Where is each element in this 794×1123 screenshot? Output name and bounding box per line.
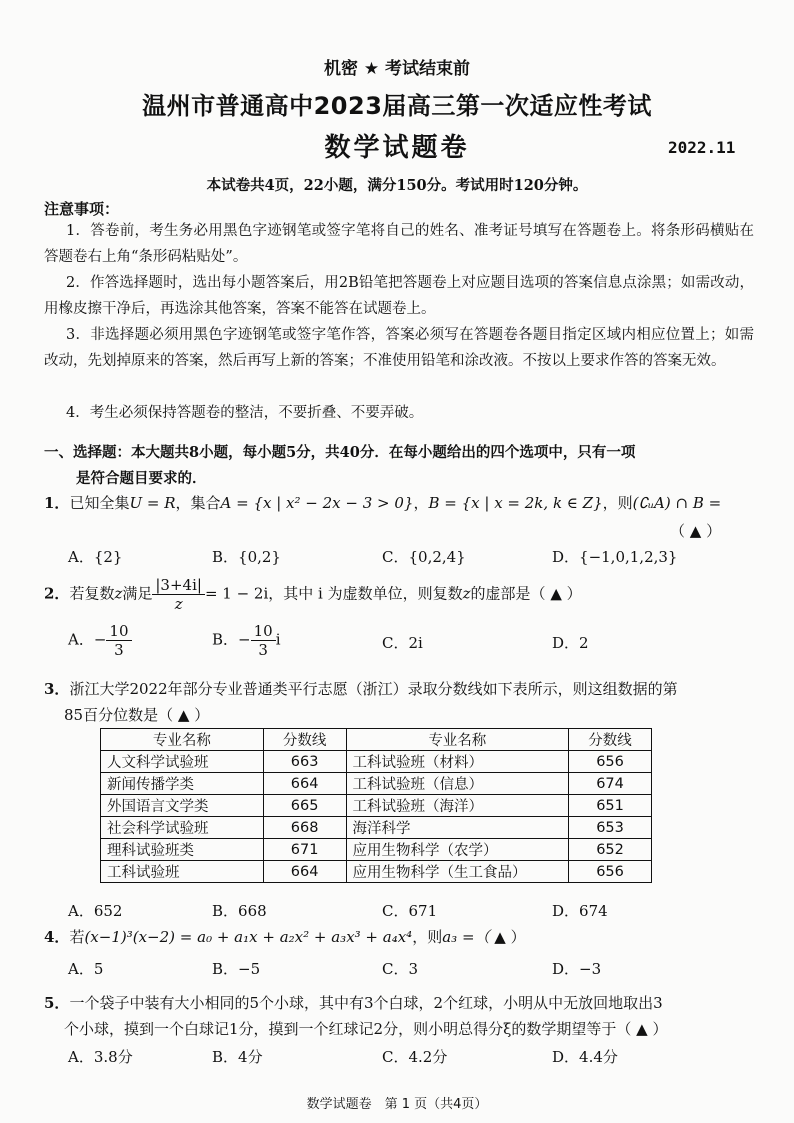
option-suffix: i [275,630,281,649]
exam-title: 温州市普通高中2023届高三第一次适应性考试 [142,92,652,120]
question-text: 若 [69,928,85,946]
notice-item [44,322,754,374]
table-cell: 664 [263,861,346,883]
triangle-mark: ▲ [494,928,506,946]
option-label: A．− [68,630,107,649]
table-cell: 671 [263,839,346,861]
question-text: 若复数 [69,584,115,603]
option-b: B．{0,2} [212,548,281,566]
option-b: B．4分 [212,1048,263,1066]
table-cell: 工科试验班 [101,861,264,883]
triangle-mark: ▲ [636,1020,648,1038]
exam-info: 本试卷共4页，22小题，满分150分。考试用时120分钟。 [206,177,588,194]
column-header: 专业名称 [346,729,569,751]
question-number: 3． [44,680,70,698]
option-d: D．4.4分 [552,1048,618,1066]
question-1: 1．已知全集U = R，集合A = {x | x² − 2x − 3 > 0}，B = {x | x = 2k, k ∈ Z}，则(∁ᵤA) ∩ B = [44,494,722,512]
question-text: ） [510,928,526,946]
question-text: ） [194,706,210,724]
option-b [212,622,281,659]
section-line: 一、选择题：本大题共8小题，每小题5分，共40分．在每小题给出的四个选项中，只有一项 [44,444,636,461]
question-text: ，则 [602,494,633,512]
question-text: 85百分位数是（ [64,706,174,724]
question-5 [44,990,764,1042]
option-c: C．671 [382,902,438,920]
table-cell: 理科试验班类 [101,839,264,861]
triangle-mark: ▲ [550,584,562,603]
table-cell: 652 [569,839,652,861]
table-row [101,861,652,883]
table-row [101,795,652,817]
fraction [152,576,205,613]
question-4 [44,926,764,948]
question-number: 1． [44,494,70,512]
option-d: D．2 [552,634,589,652]
math-expr: U = R [129,494,176,512]
score-table [100,728,652,883]
question-number: 5． [44,994,70,1012]
option-d: D．{−1,0,1,2,3} [552,548,678,566]
option-a [68,622,132,659]
fraction-numerator: 10 [106,622,131,641]
question-text: ） [566,584,582,603]
notice-item-text: 3．非选择题必须用黑色字迹钢笔或签字笔作答，答案必须写在答题卷各题目指定区域内相应位置上；如需改动，先划掉原来的答案，然后再写上新的答案；不准使用铅笔和涂改液。不按以上要求作答的答案无效。 [44,327,754,369]
question-number: 4． [44,928,70,946]
option-d: D．674 [552,902,608,920]
notice-item-text: 2．作答选择题时，选出每小题答案后，用2B铅笔把答题卷上对应题目选项的答案信息点涂黑；如需改动，用橡皮擦干净后，再选涂其他答案，答案不能答在试题卷上。 [44,275,754,317]
table-cell: 665 [263,795,346,817]
table-cell: 人文科学试验班 [101,751,264,773]
notice-item-text: 1．答卷前，考生务必用黑色字迹钢笔或签字笔将自己的姓名、准考证号填写在答题卷上。将条形码横贴在答题卷右上角“条形码粘贴处”。 [44,223,754,265]
table-header-row [101,729,652,751]
option-a: A．5 [68,960,104,978]
page-footer: 数学试题卷 第 1 页（共4页） [306,1097,488,1112]
fraction-denominator: 3 [258,641,268,659]
option-b: B．−5 [212,960,261,978]
question-text: 个小球，摸到一个白球记1分，摸到一个红球记2分，则小明总得分ξ的数学期望等于（ [64,1020,632,1038]
notice-item-text: 4．考生必须保持答题卷的整洁，不要折叠、不要弄破。 [66,405,424,421]
fraction-denominator: z [174,595,183,613]
option-a: A．652 [68,902,123,920]
table-cell: 653 [569,817,652,839]
table-cell: 应用生物科学（农学） [346,839,569,861]
question-text: ，其中 i 为虚数单位，则复数 [268,584,463,603]
fraction-numerator: |3+4i| [152,576,205,595]
table-row [101,839,652,861]
answer-placeholder: （ ▲ ） [670,522,722,540]
table-cell: 应用生物科学（生工食品） [346,861,569,883]
math-expr: A = {x | x² − 2x − 3 > 0} [220,494,414,512]
question-2 [44,576,764,613]
notice-item [44,218,754,270]
math-expr: = 1 − 2i [204,584,269,603]
question-text: ，则 [412,928,443,946]
paper-title: 数学试题卷 [324,133,470,163]
question-number: 2． [44,584,70,603]
math-expr: (∁ᵤA) ∩ B = [632,494,722,512]
exam-date: 2022.11 [668,138,736,157]
option-c: C．2i [382,634,423,652]
option-label: B．− [212,630,251,649]
triangle-mark: ▲ [177,706,190,724]
fraction [106,622,131,659]
question-text: ） [652,1020,668,1038]
question-text: 一个袋子中装有大小相同的5个小球，其中有3个白球，2个红球，小明从中无放回地取出3 [69,994,663,1012]
math-expr: B = {x | x = 2k, k ∈ Z} [428,494,603,512]
option-b: B．668 [212,902,267,920]
math-expr: a₃ =（ [442,928,490,946]
option-c: C．{0,2,4} [382,548,466,566]
table-cell: 新闻传播学类 [101,773,264,795]
table-row [101,773,652,795]
question-text: ，集合 [175,494,221,512]
section-heading [44,440,764,492]
column-header: 分数线 [263,729,346,751]
table-cell: 工科试验班（材料） [346,751,569,773]
table-cell: 工科试验班（信息） [346,773,569,795]
math-var: z [114,584,123,603]
option-d: D．−3 [552,960,602,978]
question-text: 已知全集 [69,494,130,512]
math-expr: (x−1)³(x−2) = a₀ + a₁x + a₂x² + a₃x³ + a₄x⁴ [84,928,413,946]
option-a: A．{2} [68,548,123,566]
table-cell: 工科试验班（海洋） [346,795,569,817]
option-c: C．4.2分 [382,1048,448,1066]
section-line: 是符合题目要求的． [76,470,207,487]
table-cell: 668 [263,817,346,839]
triangle-mark: ▲ [689,522,702,540]
notice-item [44,270,754,322]
question-text: 浙江大学2022年部分专业普通类平行志愿（浙江）录取分数线如下表所示，则这组数据的第 [69,680,678,698]
table-cell: 663 [263,751,346,773]
question-3 [44,676,764,728]
table-cell: 656 [569,751,652,773]
notice-heading: 注意事项： [44,200,120,218]
table-row [101,817,652,839]
column-header: 分数线 [569,729,652,751]
table-cell: 656 [569,861,652,883]
option-a: A．3.8分 [68,1048,133,1066]
table-cell: 674 [569,773,652,795]
fraction [251,622,276,659]
fraction-numerator: 10 [251,622,276,641]
table-cell: 社会科学试验班 [101,817,264,839]
table-cell: 海洋科学 [346,817,569,839]
table-cell: 664 [263,773,346,795]
math-var: z [462,584,471,603]
confidential-label: 机密 ★ 考试结束前 [323,59,471,79]
table-row [101,751,652,773]
table-cell: 651 [569,795,652,817]
table-cell: 外国语言文学类 [101,795,264,817]
option-c: C．3 [382,960,419,978]
fraction-denominator: 3 [114,641,124,659]
notice-item [44,400,754,426]
column-header: 专业名称 [101,729,264,751]
question-text: 满足 [122,584,153,603]
question-text: 的虚部是（ [470,584,546,603]
